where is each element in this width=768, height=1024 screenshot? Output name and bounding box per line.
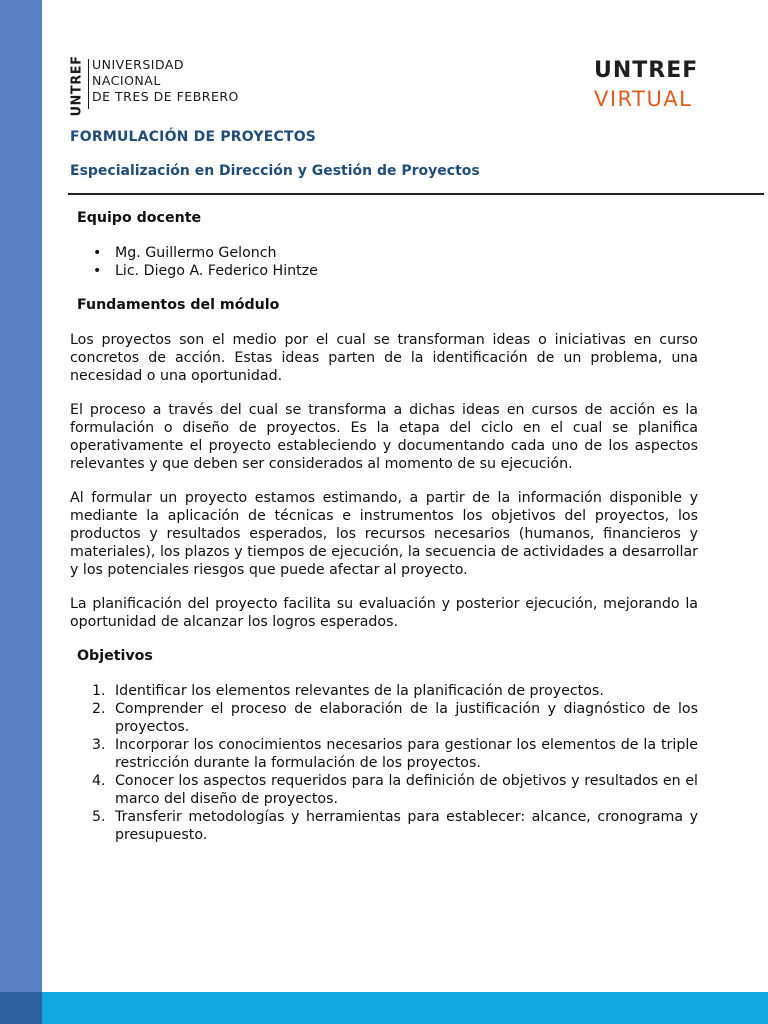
list-item: • Lic. Diego A. Federico Hintze (115, 262, 698, 280)
logo-line: NACIONAL (92, 73, 161, 88)
team-heading: Equipo docente (77, 210, 202, 226)
logo-lines (92, 57, 239, 105)
logo-line: DE TRES DE FEBRERO (92, 89, 239, 104)
course-title: FORMULACIÓN DE PROYECTOS (70, 129, 317, 145)
header-divider (68, 193, 764, 195)
objectives-list (70, 682, 698, 844)
fundamentals-heading: Fundamentos del módulo (77, 297, 280, 313)
paragraph: Al formular un proyecto estamos estimando, a partir de la información disponible y mediante la aplicación de técnicas e instrumentos los objetivos del proyectos, los productos y resultados esperados, los recursos necesarios (humanos, financieros y materiales), los plazos y tiempos de ejecución, la secuencia de actividades a desarrollar y los potenciales riesgos que puede afectar al proyecto. (70, 490, 698, 578)
paragraph: Los proyectos son el medio por el cual se transforman ideas o iniciativas en curso concretos de acción. Estas ideas parten de la identificación de un problema, una necesidad o una oportunidad. (70, 332, 698, 384)
team-list (70, 244, 698, 280)
logo-right-top: UNTREF (594, 58, 699, 83)
document-body (70, 209, 698, 844)
list-item: 1. Identificar los elementos relevantes de la planificación de proyectos. (92, 683, 604, 699)
list-item: 4. Conocer los aspectos requeridos para la definición de objetivos y resultados en el marco del diseño de proyectos. (92, 773, 698, 807)
list-item: 5. Transferir metodologías y herramientas para establecer: alcance, cronograma y presupuesto. (92, 809, 698, 843)
bottom-left-accent-block (0, 992, 42, 1024)
list-item: • Mg. Guillermo Gelonch (115, 244, 698, 262)
logo-divider (88, 59, 89, 109)
paragraph: El proceso a través del cual se transforma a dichas ideas en cursos de acción es la formulación o diseño de proyectos. Es la etapa del ciclo en el cual se planifica operativamente el proyecto estableciendo y documentando cada uno de los aspectos relevantes y que deben ser considerados al momento de su ejecución. (70, 402, 698, 472)
objectives-heading: Objetivos (77, 648, 153, 664)
logo-right-bottom: VIRTUAL (594, 87, 693, 111)
list-item: 2. Comprender el proceso de elaboración de la justificación y diagnóstico de los proyectos. (92, 701, 698, 735)
left-accent-bar (0, 0, 42, 992)
logo-line: UNIVERSIDAD (92, 57, 185, 72)
paragraph: La planificación del proyecto facilita su evaluación y posterior ejecución, mejorando la oportunidad de alcanzar los logros esperados. (70, 596, 698, 630)
untref-virtual-logo (594, 58, 704, 114)
list-item: 3. Incorporar los conocimientos necesarios para gestionar los elementos de la triple restricción durante la formulación de los proyectos. (92, 737, 698, 771)
bottom-accent-bar (0, 992, 768, 1024)
program-title: Especialización en Dirección y Gestión de Proyectos (70, 163, 480, 179)
logo-vertical-text: UNTREF (69, 55, 85, 117)
